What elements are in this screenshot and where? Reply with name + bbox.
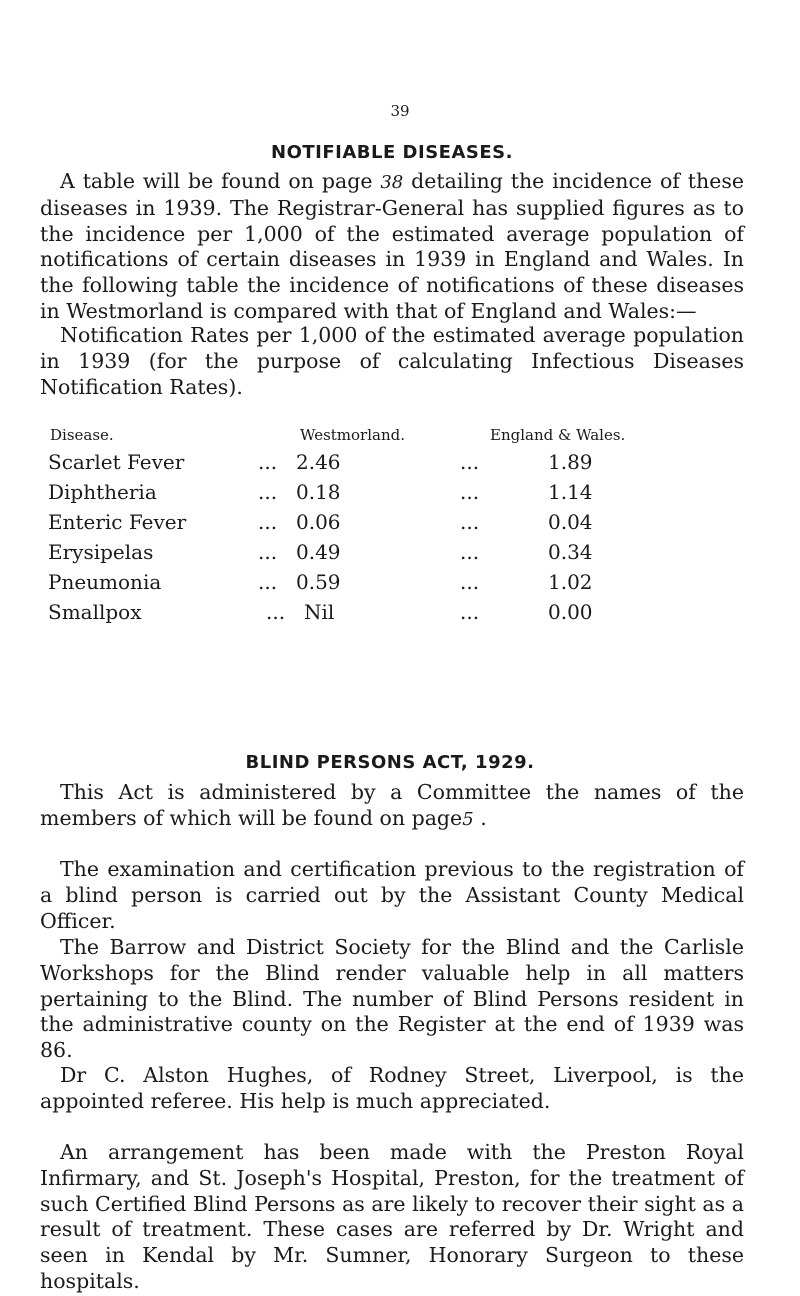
column-header-england-wales: England & Wales. — [490, 426, 626, 444]
column-header-westmorland: Westmorland. — [300, 426, 405, 444]
disease-name: Smallpox — [48, 600, 142, 624]
england-wales-rate: 0.34 — [548, 540, 593, 564]
intro-text-end: detailing the incidence of these diseases in 1939. The Registrar-General has supplied figures as to the incidence per 1,000 of the estimated average population of notifications of certain diseases in 1939 in England and Wales. In the following table the incidence of notifications of these diseases in Westmorland is compared with that of England and Wales:— — [40, 169, 744, 323]
societies-paragraph: The Barrow and District Society for the Blind and the Carlisle Workshops for the Blind render valuable help in all matters pertaining to the Blind. The number of Blind Persons resident in the administrative county on the Register at the end of 1939 was 86. — [40, 935, 744, 1063]
disease-name: Diphtheria — [48, 480, 157, 504]
westmorland-rate: Nil — [304, 600, 335, 624]
disease-name: Enteric Fever — [48, 510, 187, 534]
table-row — [48, 570, 698, 600]
westmorland-rate: 0.59 — [296, 570, 341, 594]
disease-name: Erysipelas — [48, 540, 154, 564]
referee-paragraph: Dr C. Alston Hughes, of Rodney Street, Liverpool, is the appointed referee. His help is much appreciated. — [40, 1063, 744, 1113]
england-wales-rate: 1.14 — [548, 480, 593, 504]
committee-text-end: . — [480, 805, 487, 830]
section-heading-blind-persons-act: BLIND PERSONS ACT, 1929. — [245, 752, 535, 773]
england-wales-rate: 1.02 — [548, 570, 593, 594]
dot-leader: ... — [460, 450, 480, 474]
england-wales-rate: 1.89 — [548, 450, 593, 474]
dot-leader: ... — [266, 600, 286, 624]
dot-leader: ... — [258, 540, 278, 564]
dot-leader: ... — [460, 480, 480, 504]
dot-leader: ... — [460, 540, 480, 564]
dot-leader: ... — [460, 570, 480, 594]
disease-name: Pneumonia — [48, 570, 162, 594]
westmorland-rate: 0.18 — [296, 480, 341, 504]
column-header-disease: Disease. — [50, 426, 114, 444]
england-wales-rate: 0.00 — [548, 600, 593, 624]
dot-leader: ... — [258, 480, 278, 504]
committee-text-start: This Act is administered by a Committee the names of the members of which will be found on page — [40, 780, 744, 830]
westmorland-rate: 2.46 — [296, 450, 341, 474]
examination-paragraph: The examination and certification previous to the registration of a blind person is carried out by the Assistant County Medical Officer. — [40, 857, 744, 933]
table-row — [48, 600, 698, 630]
dot-leader: ... — [460, 600, 480, 624]
england-wales-rate: 0.04 — [548, 510, 593, 534]
table-row — [48, 510, 698, 540]
dot-leader: ... — [258, 450, 278, 474]
table-row — [48, 480, 698, 510]
disease-name: Scarlet Fever — [48, 450, 185, 474]
table-row — [48, 540, 698, 570]
notification-rates-caption: Notification Rates per 1,000 of the estimated average population in 1939 (for the purpose of calculating Infectious Diseases Notification Rates). — [40, 323, 744, 399]
dot-leader: ... — [258, 510, 278, 534]
blind-act-committee-paragraph — [40, 780, 744, 833]
handwritten-page-reference: 38 — [380, 172, 404, 193]
dot-leader: ... — [460, 510, 480, 534]
westmorland-rate: 0.06 — [296, 510, 341, 534]
dot-leader: ... — [258, 570, 278, 594]
page-number: 39 — [390, 102, 410, 120]
handwritten-page-reference: 5 — [462, 808, 474, 830]
notifiable-diseases-intro — [40, 169, 744, 325]
hospital-arrangement-paragraph: An arrangement has been made with the Preston Royal Infirmary, and St. Joseph's Hospital, Preston, for the treatment of such Certified Blind Persons as are likely to recover their sight as a result of treatment. These cases are referred by Dr. Wright and seen in Kendal by Mr. Sumner, Honorary Surgeon to these hospitals. — [40, 1140, 744, 1293]
table-row — [48, 450, 698, 480]
intro-text-start: A table will be found on page — [60, 169, 373, 193]
section-heading-notifiable-diseases: NOTIFIABLE DISEASES. — [271, 142, 513, 163]
westmorland-rate: 0.49 — [296, 540, 341, 564]
